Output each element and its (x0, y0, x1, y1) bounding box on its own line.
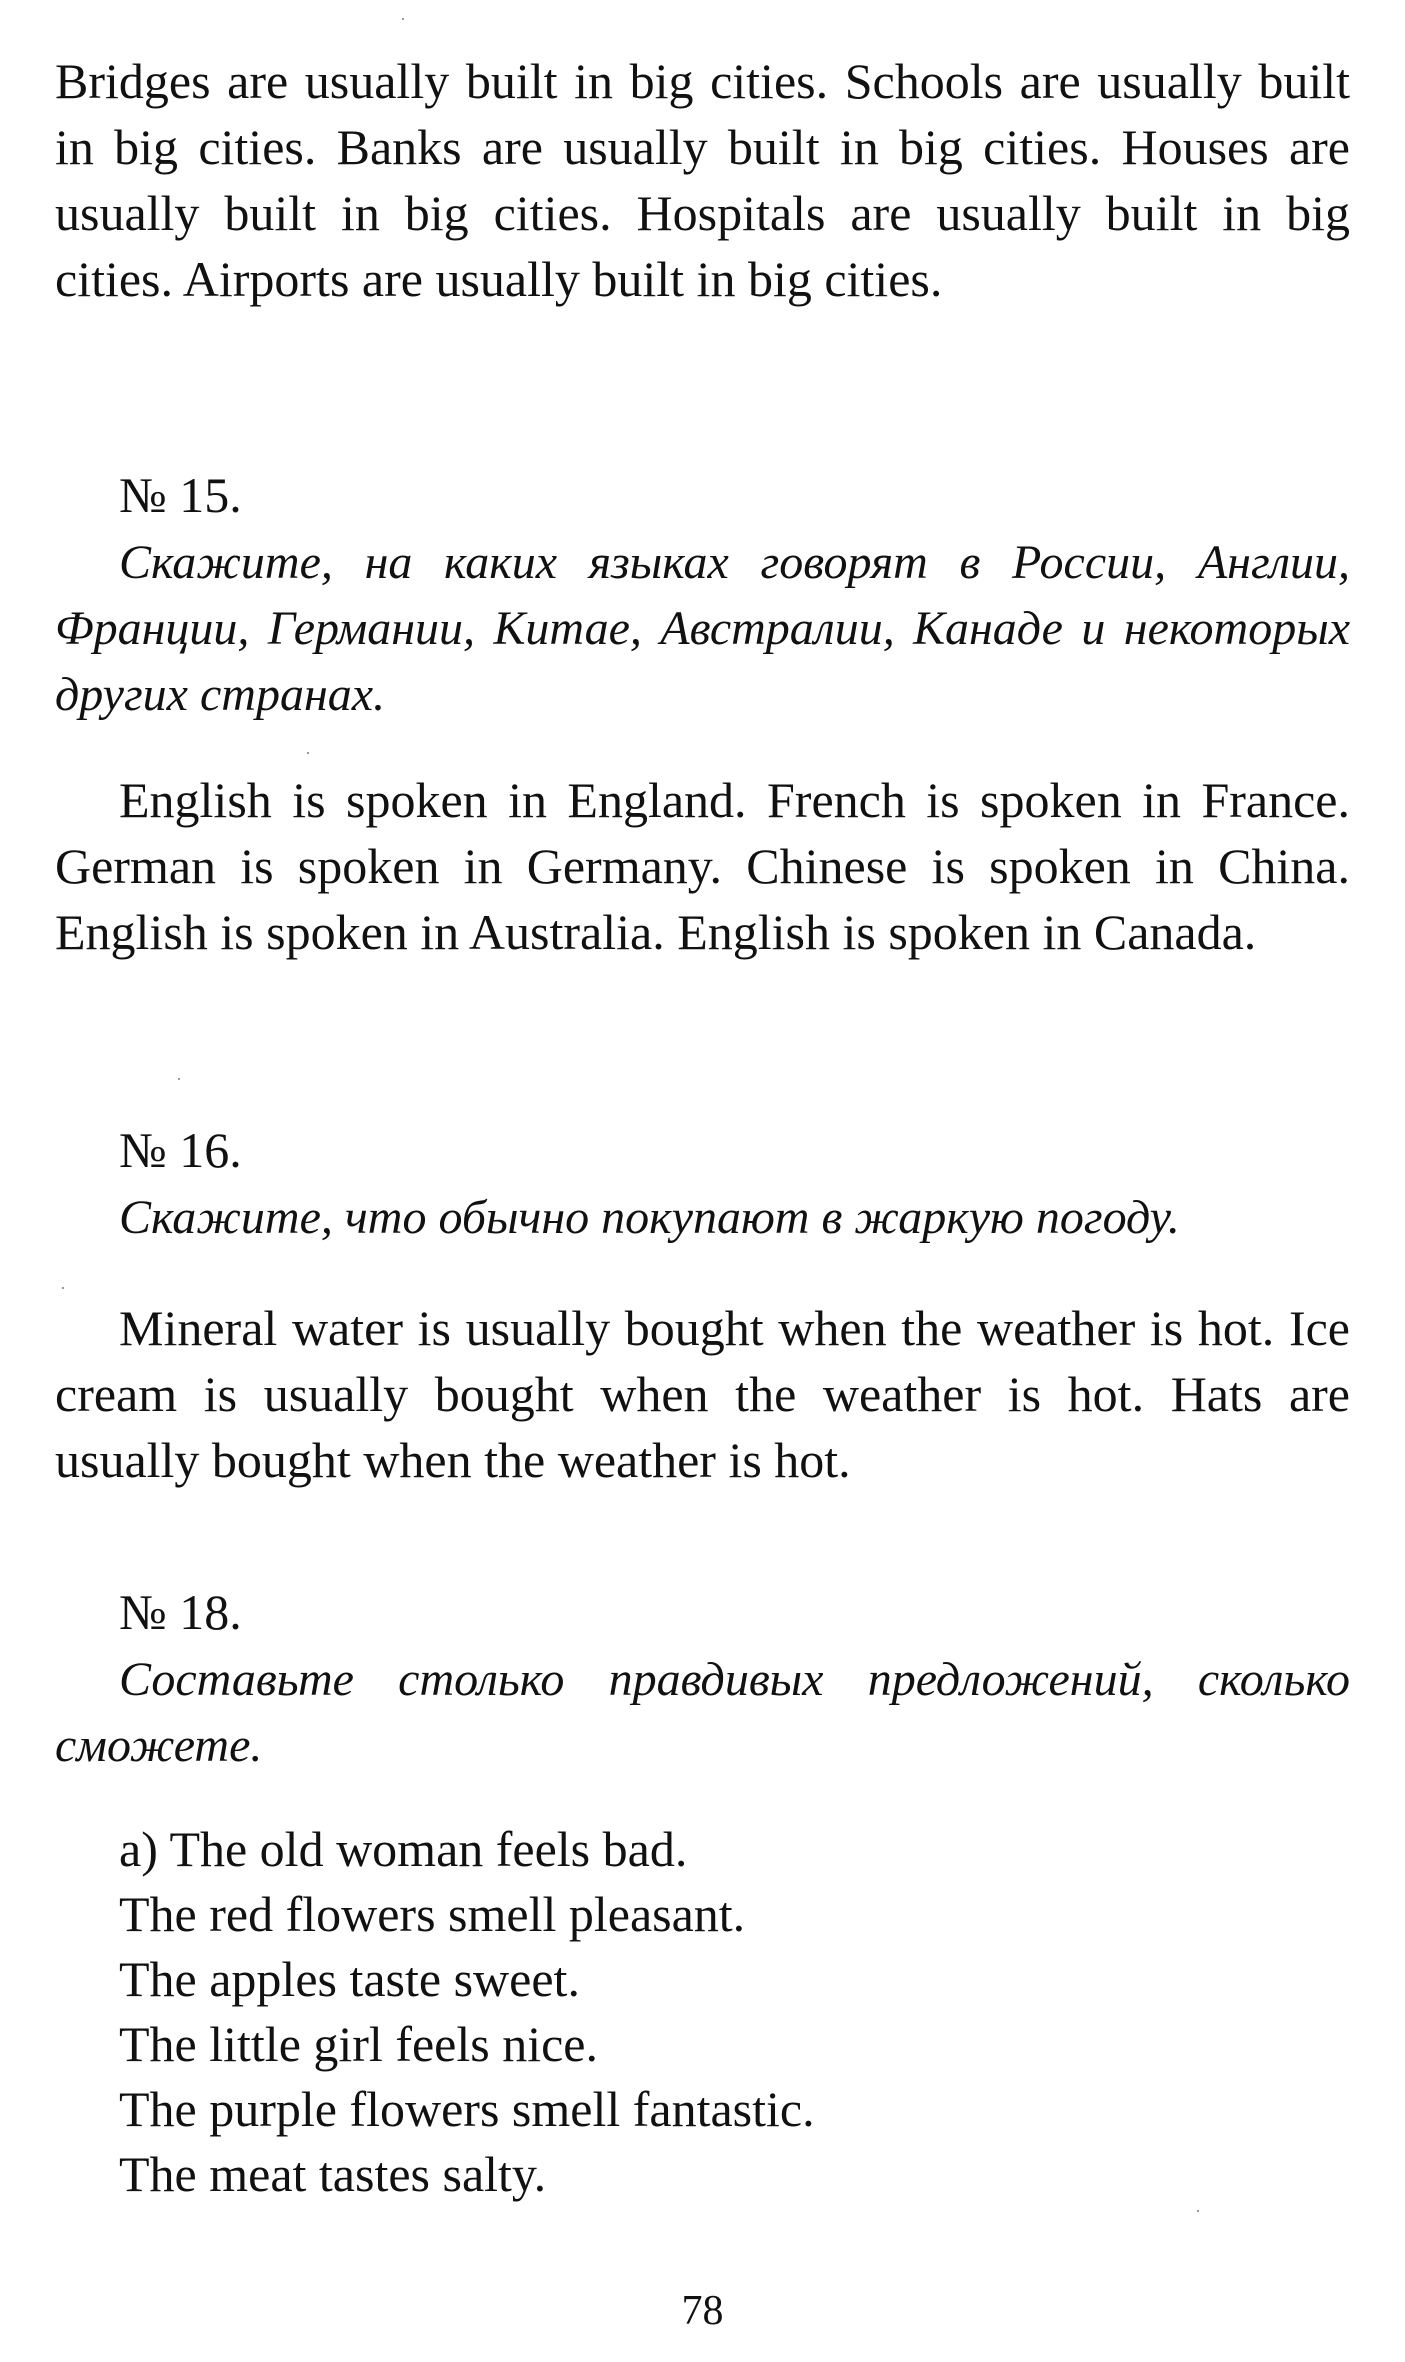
top-paragraph: Bridges are usually built in big cities. Schools are usually built in big cities. Banks are usually built in big cities. Houses are usually built in big cities. Hospitals are usually built in big cities. Airports are usually built in big cities. (55, 53, 1350, 307)
top-paragraph-block (55, 48, 1350, 312)
exercise-15-number: № 15. (119, 467, 242, 523)
exercise-15-answer: English is spoken in England. French is spoken in France. German is spoken in Germany. Chinese is spoken in China. English is spoken in Australia. English is spoken in Canada. (55, 772, 1350, 960)
scan-speck (307, 752, 309, 754)
scan-speck (178, 1078, 180, 1080)
page-number: 78 (681, 2288, 724, 2334)
exercise-16-answer-block (55, 1295, 1350, 1493)
exercise-16-answer: Mineral water is usually bought when the weather is hot. Ice cream is usually bought when the weather is hot. Hats are usually bought when the weather is hot. (55, 1300, 1350, 1488)
scan-speck (402, 18, 404, 20)
exercise-16-task: Скажите, что обычно покупают в жаркую погоду. (119, 1191, 1180, 1244)
list-item: a) The old woman feels bad. (119, 1821, 688, 1877)
exercise-15-task: Скажите, на каких языках говорят в России, Англии, Франции, Германии, Китае, Австралии, Канаде и некоторых других странах. (55, 536, 1350, 721)
exercise-18-number: № 18. (119, 1584, 242, 1640)
exercise-15-answer-block (55, 767, 1350, 965)
list-item: The meat tastes salty. (119, 2146, 547, 2202)
exercise-18-task: Составьте столько правдивых предложений, сколько сможете. (55, 1653, 1350, 1772)
list-item: The red flowers smell pleasant. (119, 1886, 746, 1942)
list-item: The purple flowers smell fantastic. (119, 2081, 815, 2137)
list-item: The apples taste sweet. (119, 1951, 580, 2007)
list-item: The little girl feels nice. (119, 2016, 598, 2072)
scan-speck (62, 1287, 64, 1289)
exercise-16-number: № 16. (119, 1122, 242, 1178)
scan-speck (1197, 2210, 1199, 2212)
exercise-18-answer-list (119, 1817, 1219, 2207)
